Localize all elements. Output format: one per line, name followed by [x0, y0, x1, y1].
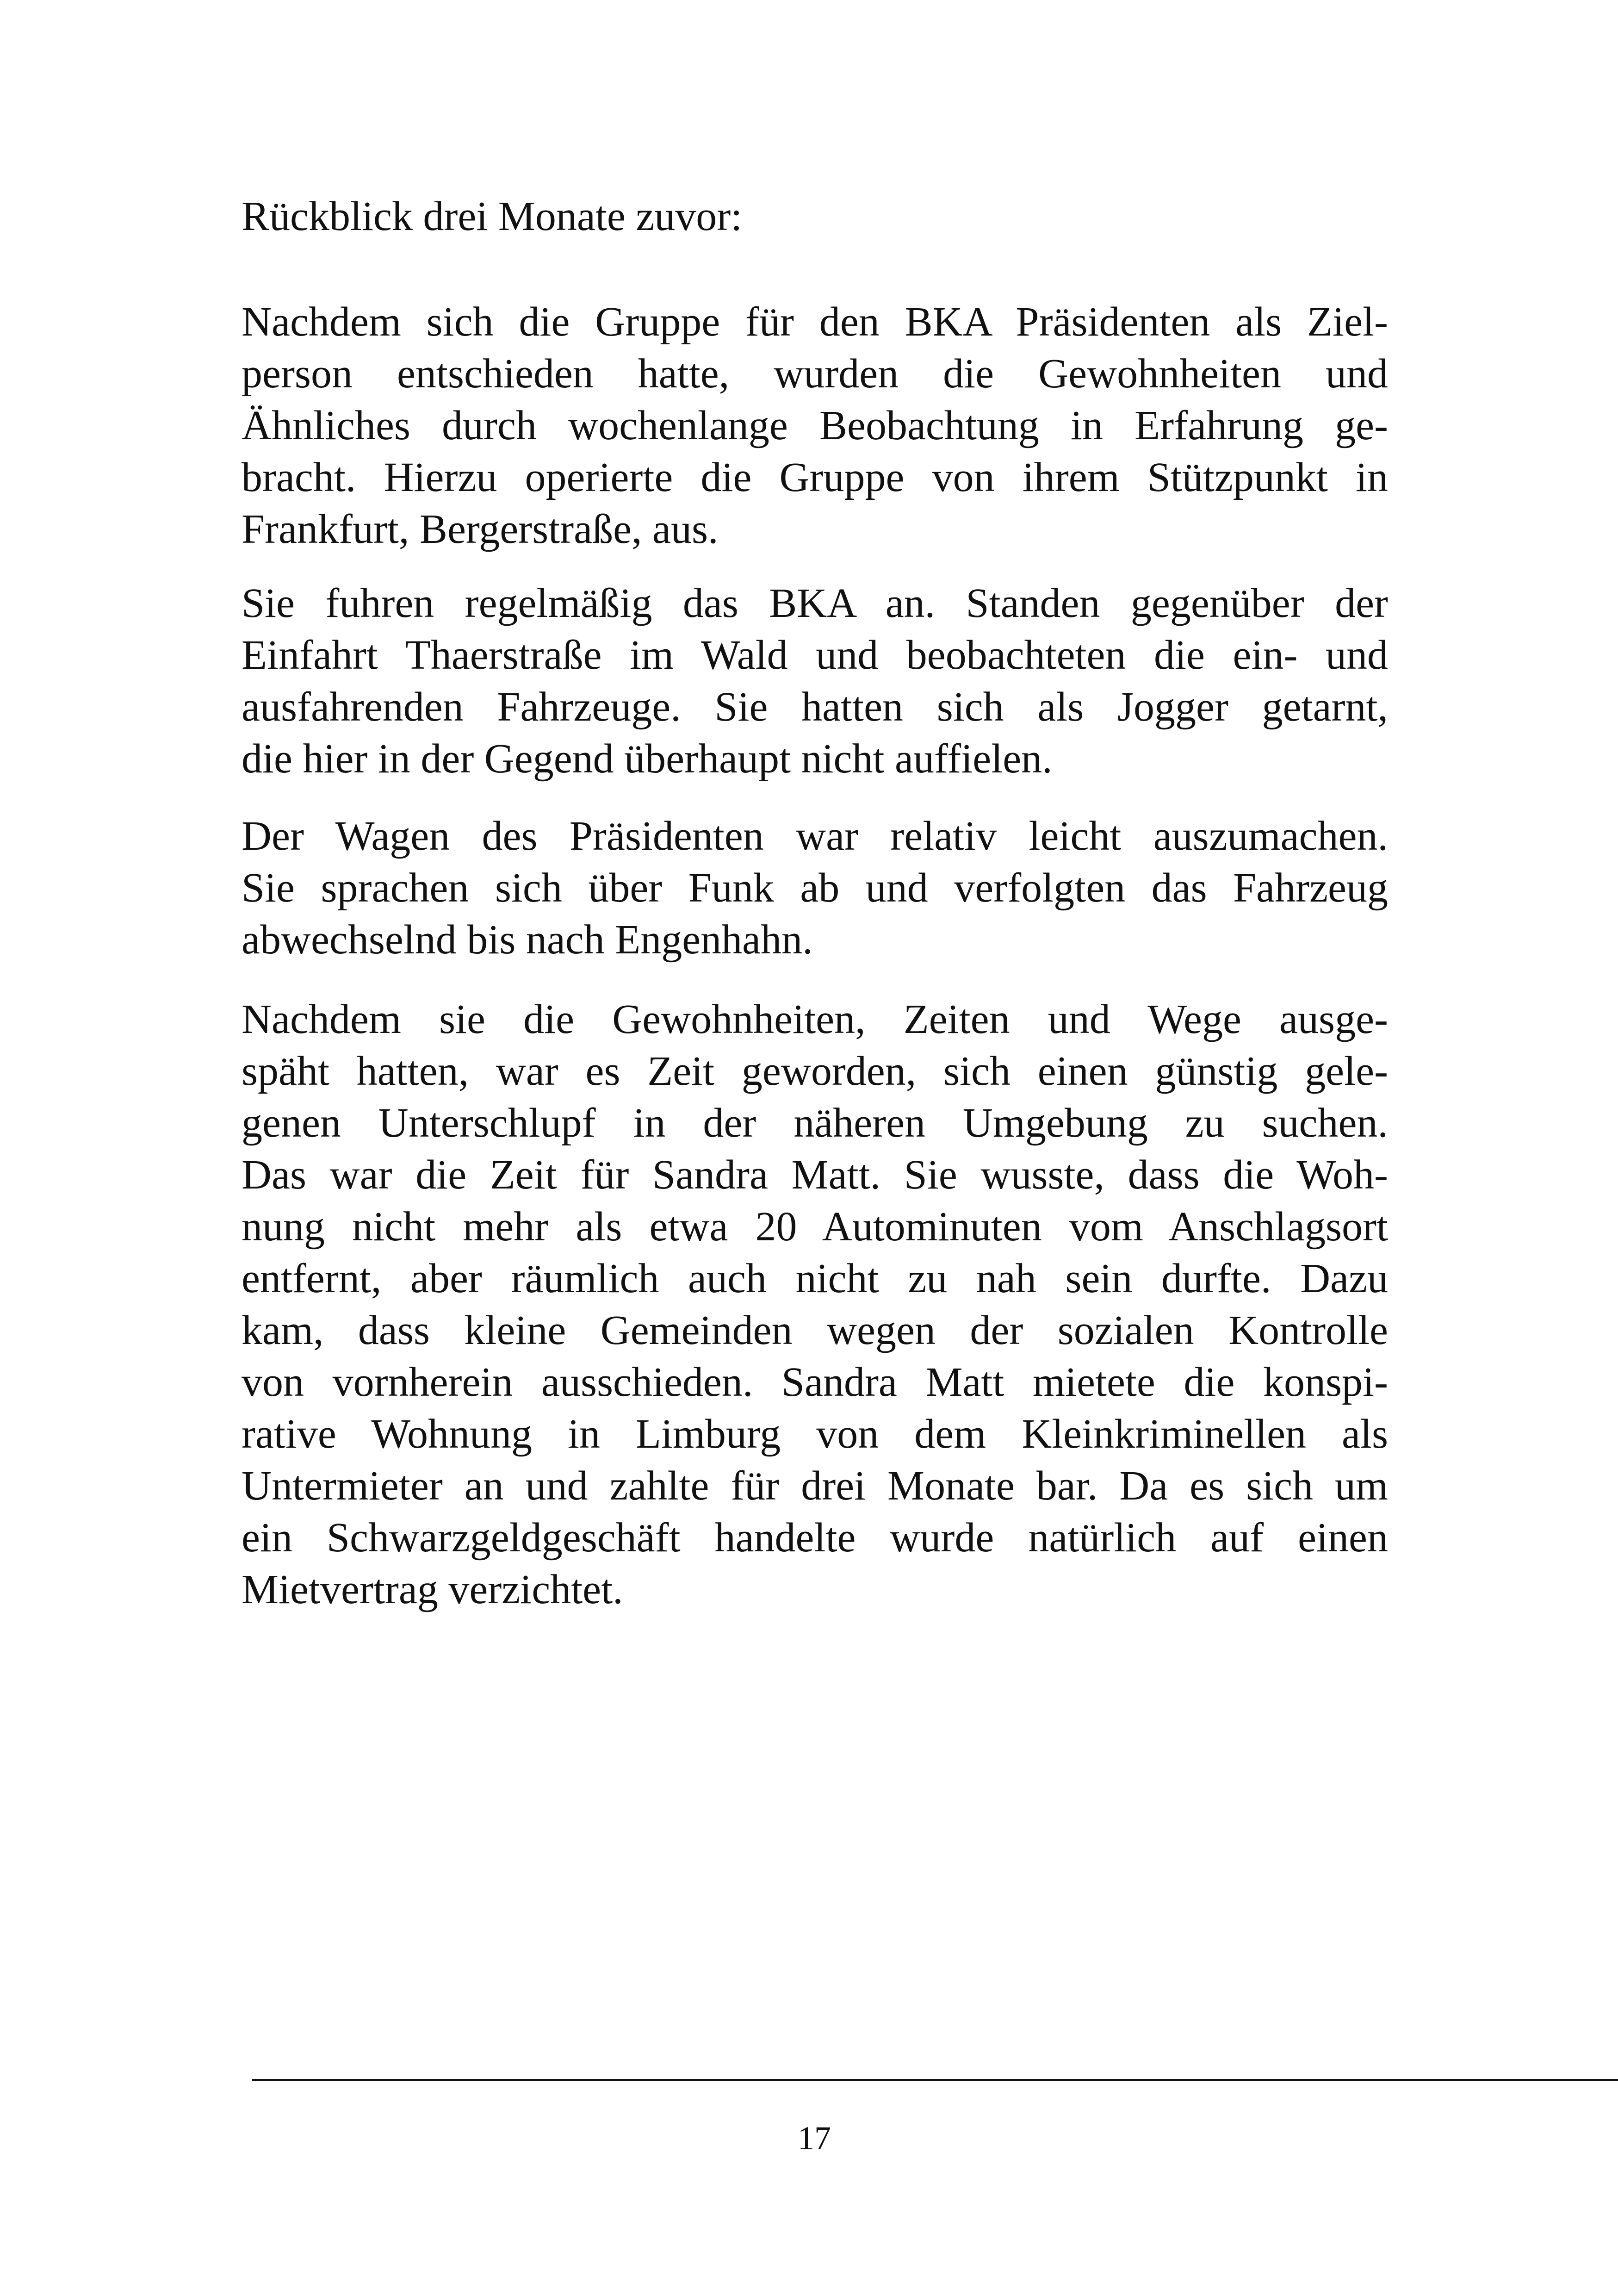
paragraph-1: [242, 296, 1388, 555]
text-line: Untermieter an und zahlte für drei Monate bar. Da es sich um: [242, 1463, 1388, 1509]
text-line: Mietvertrag verzichtet.: [242, 1567, 623, 1612]
heading-text: Rückblick drei Monate zuvor:: [242, 193, 743, 239]
text-line: ausfahrenden Fahrzeuge. Sie hatten sich als Jogger getarnt,: [242, 684, 1388, 730]
text-line: Sie sprachen sich über Funk ab und verfolgten das Fahrzeug: [242, 865, 1388, 911]
section-heading: [242, 191, 1388, 243]
text-line: genen Unterschlupf in der näheren Umgebung zu suchen.: [242, 1100, 1388, 1146]
text-line: die hier in der Gegend überhaupt nicht auffielen.: [242, 736, 1053, 782]
footer-rule: [252, 2079, 1618, 2081]
paragraph-4: [242, 994, 1388, 1616]
text-line: Einfahrt Thaerstraße im Wald und beobachteten die ein- und: [242, 632, 1388, 678]
text-line: rative Wohnung in Limburg von dem Kleinkriminellen als: [242, 1411, 1388, 1457]
text-line: Ähnliches durch wochenlange Beobachtung in Erfahrung ge-: [242, 403, 1388, 448]
text-line: entfernt, aber räumlich auch nicht zu nah sein durfte. Dazu: [242, 1256, 1388, 1301]
text-line: von vornherein ausschieden. Sandra Matt mietete die konspi-: [242, 1359, 1388, 1405]
text-line: Frankfurt, Bergerstraße, aus.: [242, 506, 719, 552]
text-line: Nachdem sich die Gruppe für den BKA Präsidenten als Ziel-: [242, 299, 1388, 345]
text-line: person entschieden hatte, wurden die Gewohnheiten und: [242, 351, 1388, 397]
text-line: abwechselnd bis nach Engenhahn.: [242, 917, 813, 963]
page-number: 17: [798, 2120, 831, 2157]
text-line: kam, dass kleine Gemeinden wegen der sozialen Kontrolle: [242, 1307, 1388, 1353]
text-line: nung nicht mehr als etwa 20 Autominuten vom Anschlagsort: [242, 1204, 1388, 1250]
text-line: Nachdem sie die Gewohnheiten, Zeiten und Wege ausge-: [242, 996, 1388, 1042]
text-line: Das war die Zeit für Sandra Matt. Sie wusste, dass die Woh-: [242, 1152, 1388, 1198]
text-line: ein Schwarzgeldgeschäft handelte wurde natürlich auf einen: [242, 1515, 1388, 1561]
paragraph-3: [242, 810, 1388, 966]
text-line: späht hatten, war es Zeit geworden, sich einen günstig gele-: [242, 1048, 1388, 1094]
text-line: Sie fuhren regelmäßig das BKA an. Standen gegenüber der: [242, 580, 1388, 626]
text-line: bracht. Hierzu operierte die Gruppe von ihrem Stützpunkt in: [242, 454, 1388, 500]
text-line: Der Wagen des Präsidenten war relativ leicht auszumachen.: [242, 813, 1388, 859]
paragraph-2: [242, 578, 1388, 785]
